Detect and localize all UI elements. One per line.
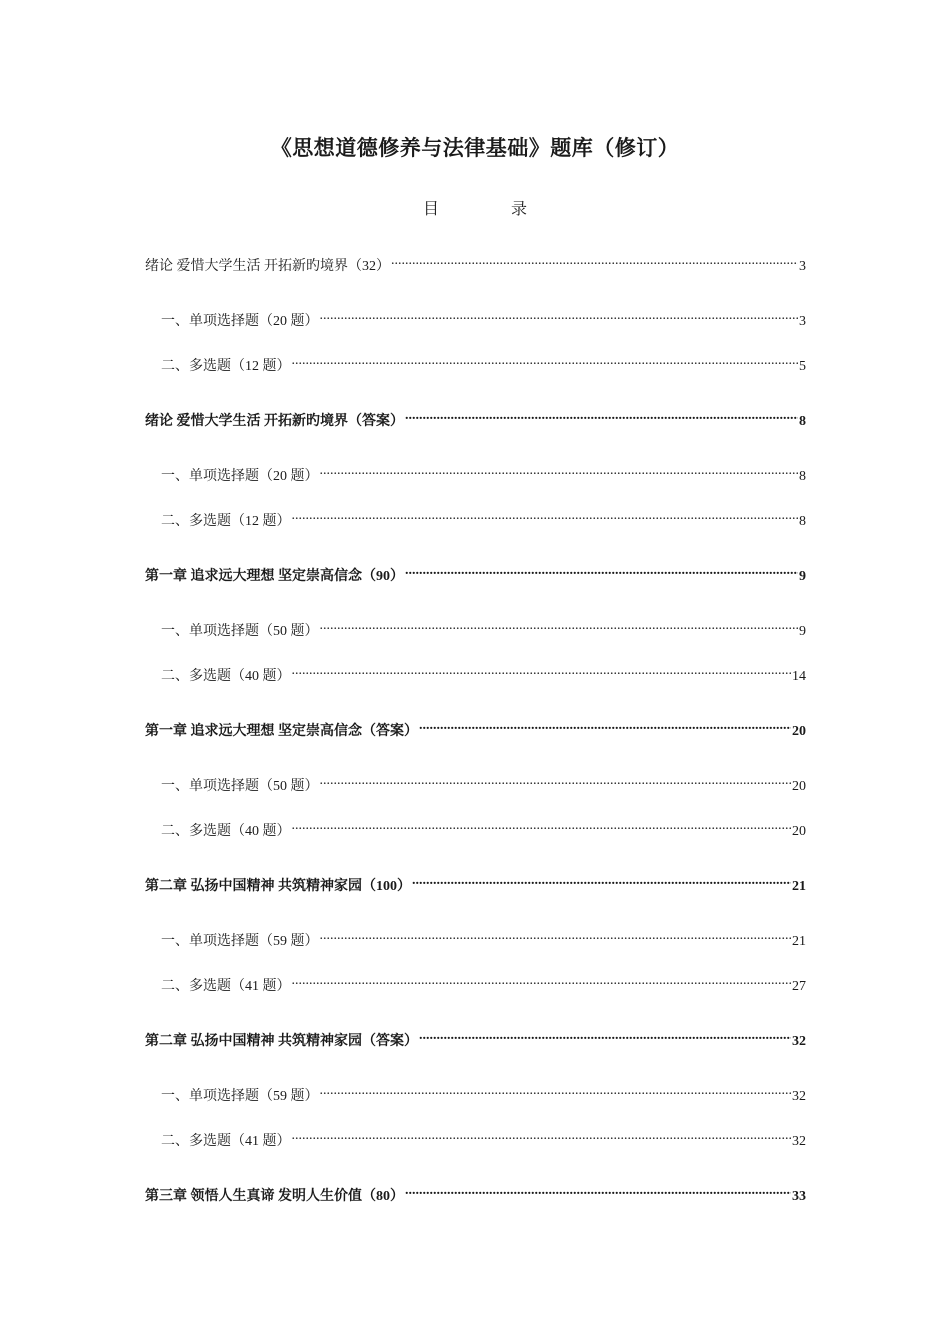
toc-entry-page-number: 9 xyxy=(799,624,806,639)
toc-dot-leader xyxy=(405,1182,791,1200)
toc-dot-leader xyxy=(292,972,792,990)
toc-entry-label: 二、多选题（40 题） xyxy=(161,824,291,839)
toc-entry-page-number: 14 xyxy=(792,669,806,684)
toc-entry[interactable] xyxy=(145,872,806,896)
toc-dot-leader xyxy=(292,662,792,680)
toc-entry-label: 二、多选题（12 题） xyxy=(161,514,291,529)
toc-entry[interactable] xyxy=(161,662,806,686)
toc-dot-leader xyxy=(292,507,799,525)
toc-dot-leader xyxy=(419,1027,791,1045)
toc-entry[interactable] xyxy=(161,1082,806,1106)
toc-entry[interactable] xyxy=(145,562,806,586)
toc-heading xyxy=(0,196,950,219)
toc-heading-char-1: 目 xyxy=(422,201,439,218)
toc-entry[interactable] xyxy=(161,352,806,376)
toc-entry[interactable] xyxy=(145,717,806,741)
toc-dot-leader xyxy=(320,462,799,480)
toc-entry-page-number: 20 xyxy=(792,824,806,839)
toc-entry[interactable] xyxy=(161,817,806,841)
toc-entry-page-number: 9 xyxy=(799,569,806,584)
toc-entry-label: 一、单项选择题（50 题） xyxy=(161,624,319,639)
toc-entry-label: 第三章 领悟人生真谛 发明人生价值（80） xyxy=(145,1189,404,1204)
toc-entry[interactable] xyxy=(145,1182,806,1206)
toc-dot-leader xyxy=(412,872,791,890)
toc-entry-label: 一、单项选择题（59 题） xyxy=(161,1089,319,1104)
document-title: 《思想道德修养与法律基础》题库（修订） xyxy=(270,136,680,160)
toc-entry-page-number: 32 xyxy=(792,1034,806,1049)
toc-dot-leader xyxy=(292,817,792,835)
toc-entry-page-number: 32 xyxy=(792,1089,806,1104)
toc-entry-label: 二、多选题（12 题） xyxy=(161,359,291,374)
toc-entry-label: 第二章 弘扬中国精神 共筑精神家园（100） xyxy=(145,879,411,894)
toc-entry-page-number: 21 xyxy=(792,934,806,949)
toc-entry-label: 二、多选题（40 题） xyxy=(161,669,291,684)
toc-dot-leader xyxy=(292,352,799,370)
toc-entry[interactable] xyxy=(161,772,806,796)
toc-entry[interactable] xyxy=(161,927,806,951)
toc-entry[interactable] xyxy=(161,1127,806,1151)
toc-dot-leader xyxy=(320,617,799,635)
toc-entry[interactable] xyxy=(161,462,806,486)
toc-dot-leader xyxy=(405,562,798,580)
toc-dot-leader xyxy=(320,772,792,790)
toc-entry[interactable] xyxy=(161,617,806,641)
toc-dot-leader xyxy=(419,717,791,735)
toc-entry-page-number: 5 xyxy=(799,359,806,374)
toc-entry-label: 一、单项选择题（20 题） xyxy=(161,314,319,329)
toc-dot-leader xyxy=(320,927,792,945)
toc-entry[interactable] xyxy=(145,252,806,276)
toc-entry[interactable] xyxy=(145,407,806,431)
toc-entry-label: 第一章 追求远大理想 坚定崇高信念（90） xyxy=(145,569,404,584)
toc-entry-label: 一、单项选择题（50 题） xyxy=(161,779,319,794)
toc-entry-label: 绪论 爱惜大学生活 开拓新旳境界（32） xyxy=(145,259,390,274)
toc-heading-char-2: 录 xyxy=(511,201,528,218)
toc-entry[interactable] xyxy=(145,1027,806,1051)
toc-entry-label: 一、单项选择题（20 题） xyxy=(161,469,319,484)
toc-entry-page-number: 8 xyxy=(799,414,806,429)
toc-dot-leader xyxy=(320,1082,792,1100)
toc-entry-label: 第一章 追求远大理想 坚定崇高信念（答案） xyxy=(145,724,418,739)
toc-entry-page-number: 8 xyxy=(799,514,806,529)
toc-entry-page-number: 3 xyxy=(799,314,806,329)
toc-entry-page-number: 27 xyxy=(792,979,806,994)
toc-dot-leader xyxy=(405,407,798,425)
toc-entry-page-number: 32 xyxy=(792,1134,806,1149)
toc-entry-label: 第二章 弘扬中国精神 共筑精神家园（答案） xyxy=(145,1034,418,1049)
toc-entry-label: 一、单项选择题（59 题） xyxy=(161,934,319,949)
toc-entry[interactable] xyxy=(161,307,806,331)
toc-entry-label: 绪论 爱惜大学生活 开拓新旳境界（答案） xyxy=(145,414,404,429)
toc-entry-label: 二、多选题（41 题） xyxy=(161,979,291,994)
toc-entry-page-number: 20 xyxy=(792,724,806,739)
toc-entry-page-number: 21 xyxy=(792,879,806,894)
toc-entry-label: 二、多选题（41 题） xyxy=(161,1134,291,1149)
toc-entry-page-number: 3 xyxy=(799,259,806,274)
toc-entry-page-number: 20 xyxy=(792,779,806,794)
toc-entry[interactable] xyxy=(161,507,806,531)
toc-dot-leader xyxy=(391,252,798,270)
toc-entry-page-number: 8 xyxy=(799,469,806,484)
toc-dot-leader xyxy=(292,1127,792,1145)
toc-entry-page-number: 33 xyxy=(792,1189,806,1204)
toc-entry[interactable] xyxy=(161,972,806,996)
toc-dot-leader xyxy=(320,307,799,325)
